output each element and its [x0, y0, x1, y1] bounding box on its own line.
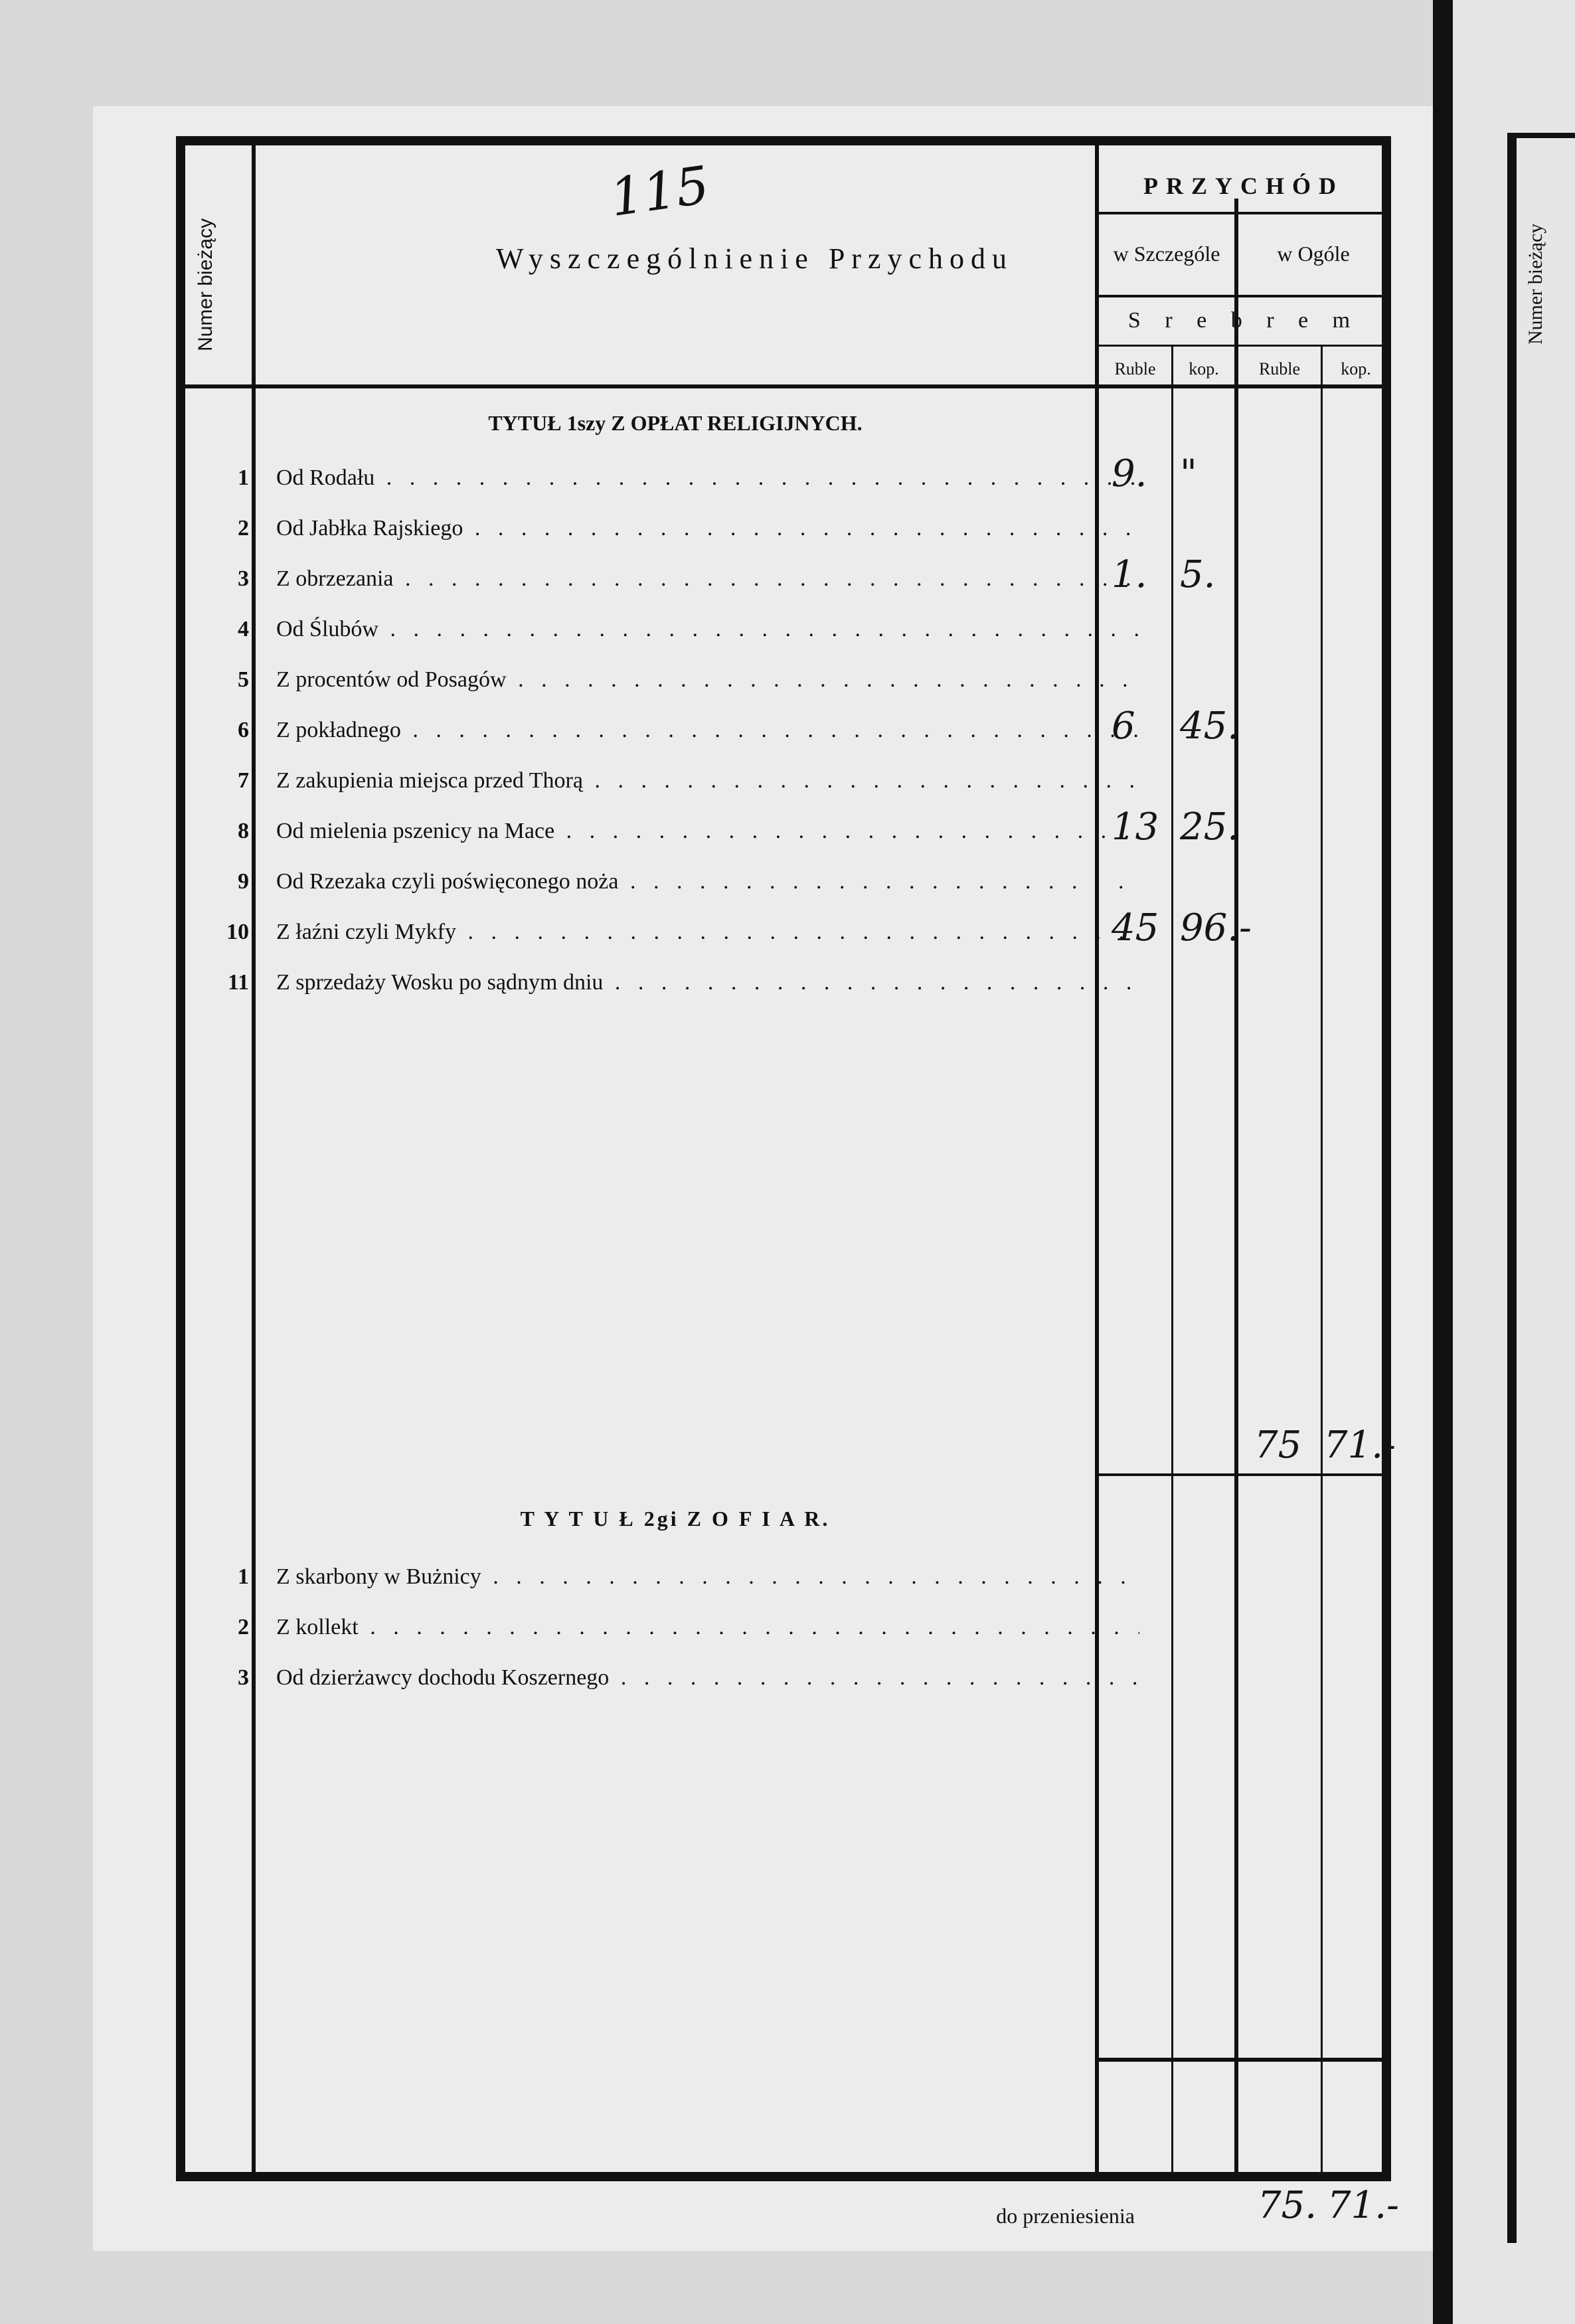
row-number: 7 — [238, 768, 249, 793]
kop-header-2: kop. — [1341, 359, 1371, 378]
row-number: 1 — [238, 465, 249, 490]
row-ruble-amount: 9. — [1112, 452, 1147, 495]
row-number: 3 — [238, 1665, 249, 1690]
table-row — [185, 457, 1141, 504]
subhead-rule — [1095, 295, 1382, 297]
col-rule-desc — [1095, 145, 1099, 2172]
table-row — [185, 558, 1141, 605]
w-ogole-header: w Ogóle — [1277, 242, 1350, 266]
adjacent-num-header: Numer bieżący — [1525, 223, 1546, 345]
page-title: Wyszczególnienie Przychodu — [495, 242, 1014, 275]
w-szczegole-header: w Szczególe — [1113, 242, 1220, 266]
row-label: Z obrzezania . . . — [276, 566, 1139, 592]
ledger-table — [176, 136, 1399, 2228]
total-rule-1 — [1095, 1473, 1382, 1476]
folio-number: 115 — [606, 155, 713, 228]
row-number: 3 — [238, 566, 249, 591]
row-number: 2 — [238, 516, 249, 540]
row-number: 9 — [238, 869, 249, 894]
table-row — [185, 912, 1141, 958]
row-number: 8 — [238, 819, 249, 843]
table-row — [185, 861, 1141, 908]
przychod-rule — [1095, 212, 1382, 214]
row-ruble-amount: 13 — [1112, 805, 1159, 849]
row-label: Od Ślubów . . . — [276, 617, 1139, 642]
row-label: Z zakupienia miejsca przed Thorą . . . — [276, 768, 1139, 793]
row-ruble-amount: 45 — [1112, 906, 1159, 950]
carry-rule — [1095, 2058, 1382, 2062]
table-row — [185, 1657, 1141, 1704]
srebrem-header: S r e b r e m — [1127, 308, 1360, 333]
row-number: 1 — [238, 1564, 249, 1589]
col-rule-szczegole — [1234, 199, 1238, 2172]
carry-kop: 71.- — [1327, 2184, 1399, 2227]
row-kop-amount: 5. — [1180, 553, 1216, 596]
row-label: Od mielenia pszenicy na Mace . . . — [276, 819, 1139, 844]
row-kop-amount: 45. — [1180, 705, 1240, 748]
total-ruble: 75 — [1254, 1424, 1302, 1467]
row-kop-amount: 96.- — [1180, 906, 1252, 950]
row-number: 5 — [238, 667, 249, 692]
przychod-header: PRZYCHÓD — [1143, 173, 1344, 199]
adjacent-page — [1507, 133, 1575, 2243]
col-rule-kop1 — [1171, 345, 1173, 2172]
row-label: Od Rodału . . . — [276, 465, 1139, 491]
row-label: Z skarbony w Bużnicy . . . — [276, 1564, 1139, 1590]
row-number: 2 — [238, 1615, 249, 1639]
row-label: Z pokładnego . . . — [276, 718, 1139, 743]
table-row — [185, 1556, 1141, 1603]
row-label: Od Rzezaka czyli poświęconego noża . . . — [276, 869, 1139, 894]
table-row — [185, 659, 1141, 706]
table-row — [185, 609, 1141, 655]
row-label: Od dzierżawcy dochodu Koszernego . . . — [276, 1665, 1139, 1691]
row-number: 4 — [238, 617, 249, 641]
row-ruble-amount: 1. — [1112, 553, 1147, 596]
table-row — [185, 1607, 1141, 1653]
table-row — [185, 508, 1141, 554]
table-row — [185, 962, 1141, 1009]
table-row — [185, 710, 1141, 756]
row-label: Z kollekt . . . — [276, 1615, 1139, 1640]
ruble-header-2: Ruble — [1258, 359, 1301, 378]
row-number: 10 — [226, 920, 249, 944]
row-kop-amount: 25. — [1180, 805, 1240, 849]
num-column-header: Numer bieżący — [195, 218, 216, 352]
total-kop: 71.- — [1324, 1424, 1396, 1467]
col-rule-kop2 — [1321, 345, 1323, 2172]
carry-forward-label: do przeniesienia — [996, 2204, 1135, 2228]
section-2-title: T Y T U Ł 2gi Z O F I A R. — [520, 1507, 831, 1531]
row-label: Z procentów od Posagów . . . — [276, 667, 1139, 693]
row-number: 6 — [238, 718, 249, 742]
header-bottom-rule — [185, 384, 1382, 388]
row-ruble-amount: 6 — [1112, 705, 1135, 748]
row-label: Z łaźni czyli Mykfy . . . — [276, 920, 1139, 945]
table-row — [185, 811, 1141, 857]
ruble-header-1: Ruble — [1114, 359, 1156, 378]
row-kop-amount: " — [1180, 452, 1197, 495]
binding-spine — [1433, 0, 1453, 2324]
row-number: 11 — [227, 970, 249, 995]
kop-header-1: kop. — [1189, 359, 1219, 378]
section-1-title: TYTUŁ 1szy Z OPŁAT RELIGIJNYCH. — [488, 411, 863, 435]
table-row — [185, 760, 1141, 807]
row-label: Z sprzedaży Wosku po sądnym dniu . . . — [276, 970, 1139, 995]
carry-ruble: 75. — [1258, 2184, 1317, 2227]
row-label: Od Jabłka Rajskiego . . . — [276, 516, 1139, 541]
col-rule-num — [252, 145, 256, 2172]
srebrem-rule — [1095, 345, 1382, 347]
